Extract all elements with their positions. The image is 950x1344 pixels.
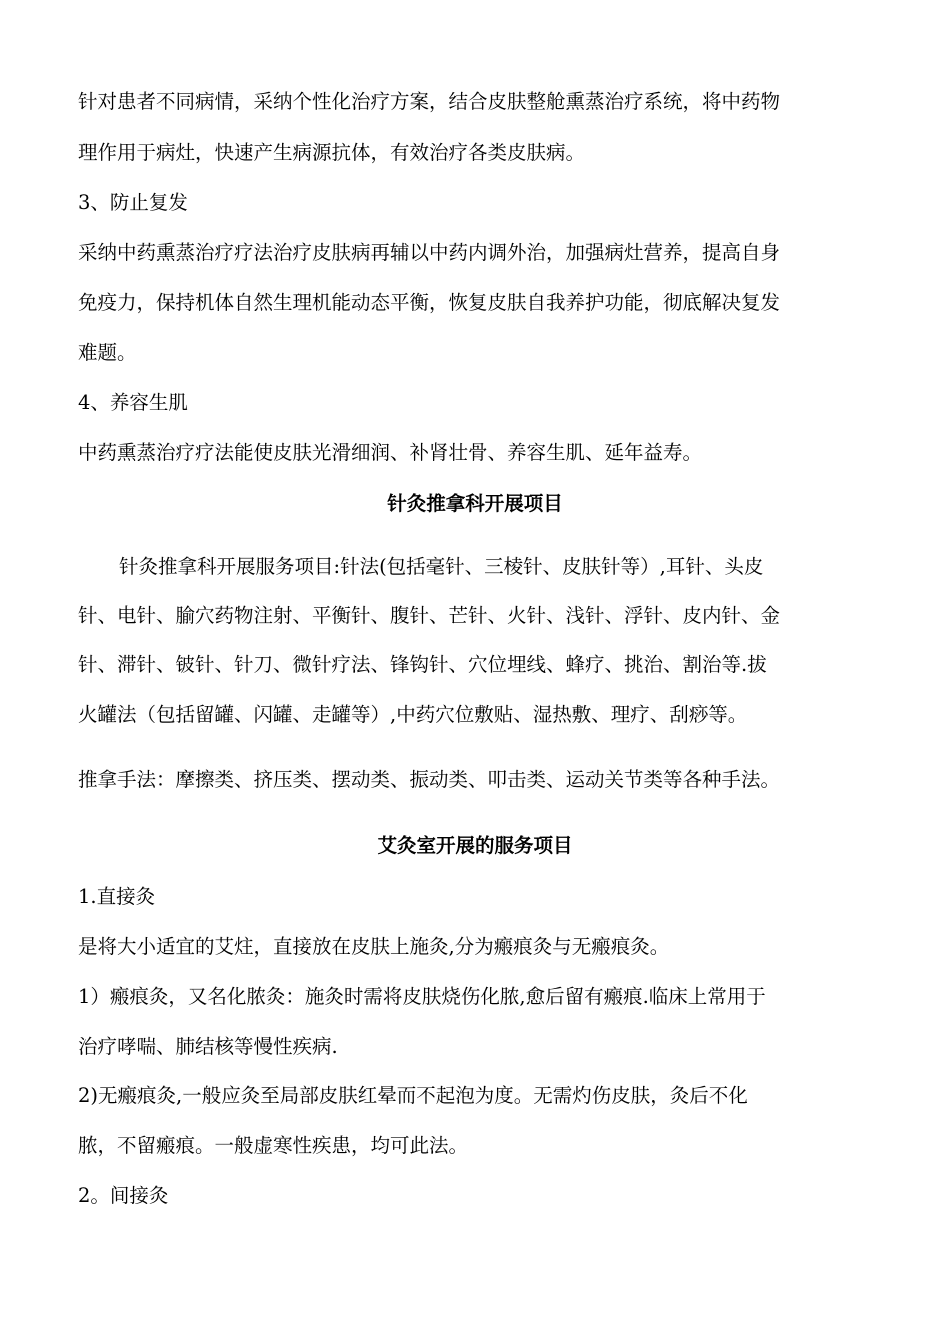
section-3-line-3: 难题。 (78, 341, 137, 364)
acupuncture-line-4: 火罐法（包括留罐、闪罐、走罐等）,中药穴位敷贴、湿热敷、理疗、刮痧等。 (78, 703, 748, 726)
section-4-title: 4、养容生肌 (78, 391, 188, 414)
intro-line-2: 理作用于病灶，快速产生病源抗体，有效治疗各类皮肤病。 (78, 141, 586, 164)
moxibustion-sub-2-line-1: 2)无瘢痕灸,一般应灸至局部皮肤红晕而不起泡为度。无需灼伤皮肤，灸后不化 (78, 1084, 748, 1107)
acupuncture-heading: 针灸推拿科开展项目 (387, 492, 563, 515)
acupuncture-line-2: 针、电针、腧穴药物注射、平衡针、腹针、芒针、火针、浅针、浮针、皮内针、金 (78, 604, 781, 627)
massage-methods: 推拿手法：摩擦类、挤压类、摆动类、振动类、叩击类、运动关节类等各种手法。 (78, 768, 781, 791)
acupuncture-line-3: 针、滞针、铍针、针刀、微针疗法、锋钩针、穴位埋线、蜂疗、挑治、割治等.拔 (78, 653, 767, 676)
moxibustion-item-1-title: 1.直接灸 (78, 885, 156, 908)
section-3-line-1: 采纳中药熏蒸治疗疗法治疗皮肤病再辅以中药内调外治，加强病灶营养，提高自身 (78, 241, 781, 264)
section-3-line-2: 免疫力，保持机体自然生理机能动态平衡，恢复皮肤自我养护功能，彻底解决复发 (78, 291, 781, 314)
moxibustion-sub-2-line-2: 脓，不留瘢痕。一般虚寒性疾患，均可此法。 (78, 1134, 469, 1157)
acupuncture-line-1: 针灸推拿科开展服务项目:针法(包括毫针、三棱针、皮肤针等）,耳针、头皮 (119, 555, 764, 578)
moxibustion-sub-1-line-1: 1）瘢痕灸，又名化脓灸：施灸时需将皮肤烧伤化脓,愈后留有瘢痕.临床上常用于 (78, 985, 766, 1008)
moxibustion-item-2-title: 2。间接灸 (78, 1184, 169, 1207)
section-4-line-1: 中药熏蒸治疗疗法能使皮肤光滑细润、补肾壮骨、养容生肌、延年益寿。 (78, 441, 703, 464)
moxibustion-heading: 艾灸室开展的服务项目 (377, 834, 573, 857)
section-3-title: 3、防止复发 (78, 191, 188, 214)
moxibustion-item-1-desc: 是将大小适宜的艾炷，直接放在皮肤上施灸,分为瘢痕灸与无瘢痕灸。 (78, 935, 670, 958)
intro-line-1: 针对患者不同病情，采纳个性化治疗方案，结合皮肤整舱熏蒸治疗系统，将中药物 (78, 90, 781, 113)
moxibustion-sub-1-line-2: 治疗哮喘、肺结核等慢性疾病. (78, 1035, 338, 1058)
